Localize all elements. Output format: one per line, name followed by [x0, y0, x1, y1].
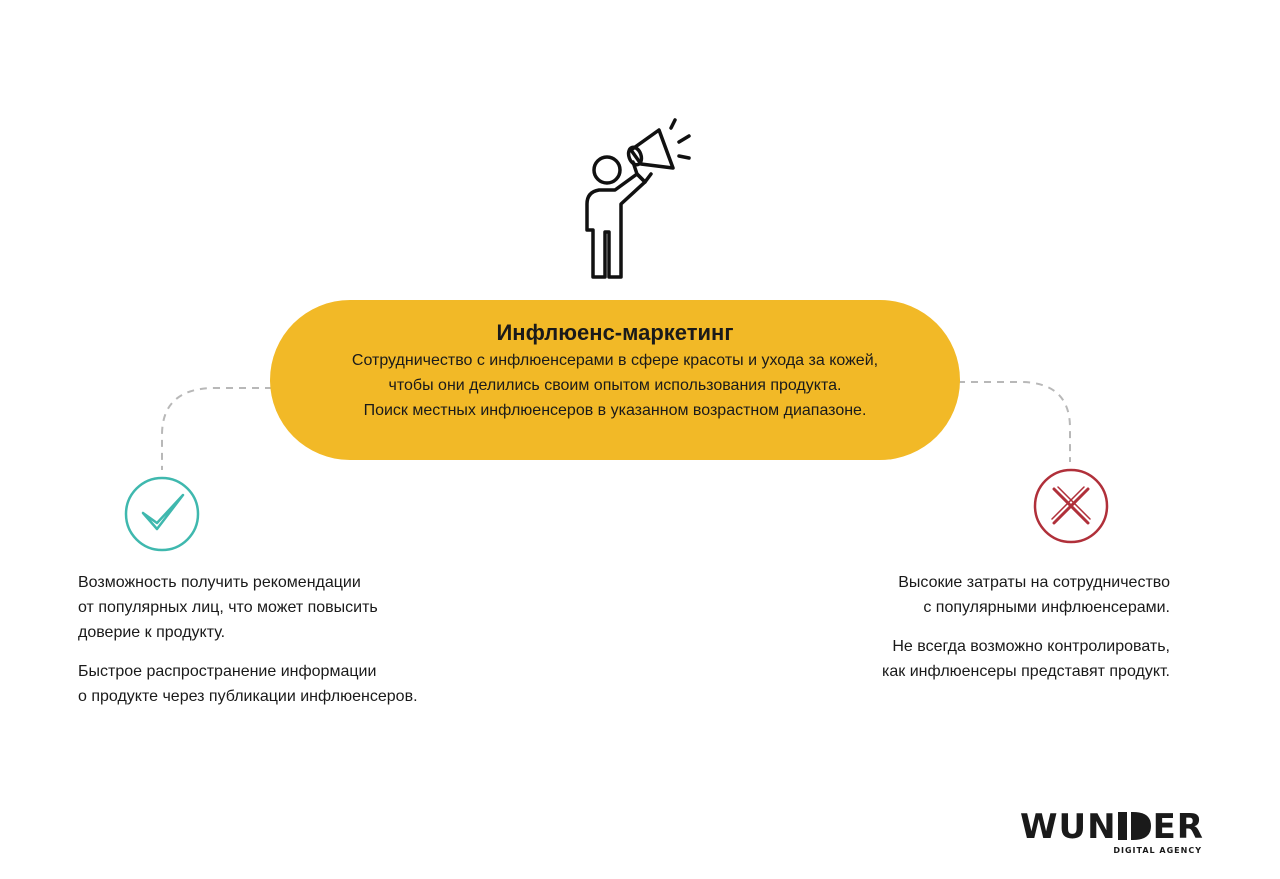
pros-item-2-line-2: о продукте через публикации инфлюенсеров.	[78, 688, 418, 705]
cross-circle-icon	[1032, 467, 1110, 545]
checkmark-circle-icon	[123, 475, 201, 553]
pros-item-1-line-3: доверие к продукту.	[78, 624, 226, 641]
connector-right	[958, 382, 1070, 462]
person-with-megaphone-icon	[575, 112, 700, 284]
logo-d-mark-icon	[1117, 811, 1153, 841]
logo-subtitle: DIGITAL AGENCY	[1113, 846, 1202, 855]
cons-item	[760, 634, 1170, 684]
pros-item-1-line-1: Возможность получить рекомендации	[78, 574, 361, 591]
cons-item-1-line-1: Высокие затраты на сотрудничество	[898, 574, 1170, 591]
center-title: Инфлюенс-маркетинг	[496, 320, 734, 345]
logo-word-left: WUN	[1020, 807, 1117, 847]
logo-word-right: ER	[1152, 807, 1204, 847]
cons-item-2-line-2: как инфлюенсеры представят продукт.	[882, 663, 1170, 680]
cons-item-1-line-2: с популярными инфлюенсерами.	[923, 599, 1170, 616]
center-line-3: Поиск местных инфлюенсеров в указанном возрастном диапазоне.	[363, 402, 867, 419]
logo-wordmark	[1020, 808, 1210, 846]
pros-item	[78, 570, 548, 645]
cons-item	[760, 570, 1170, 620]
center-line-1: Сотрудничество с инфлюенсерами в сфере красоты и ухода за кожей,	[351, 352, 879, 369]
pros-column	[78, 570, 548, 723]
wunder-logo	[1020, 808, 1210, 858]
pros-item	[78, 659, 548, 709]
connector-left	[162, 388, 272, 470]
center-pill	[270, 300, 960, 460]
pros-item-2-line-1: Быстрое распространение информации	[78, 663, 377, 680]
cons-column	[760, 570, 1170, 698]
cons-item-2-line-1: Не всегда возможно контролировать,	[892, 638, 1170, 655]
center-line-2: чтобы они делились своим опытом использования продукта.	[388, 377, 842, 394]
pros-item-1-line-2: от популярных лиц, что может повысить	[78, 599, 378, 616]
